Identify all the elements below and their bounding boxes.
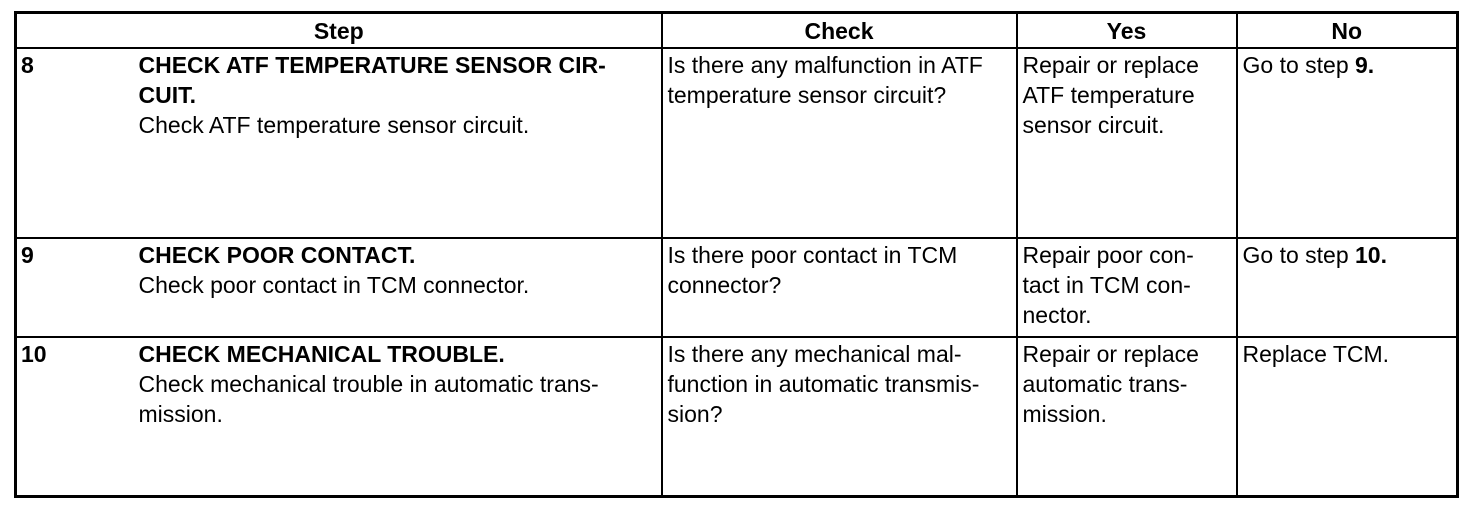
header-row xyxy=(16,13,1458,49)
step-title-line: CHECK POOR CONTACT. xyxy=(138,242,416,268)
yes-cell xyxy=(1017,337,1237,497)
no-step-reference: 10. xyxy=(1355,242,1387,268)
step-cell xyxy=(137,238,662,337)
step-title xyxy=(139,240,661,270)
diagnostic-table xyxy=(14,11,1459,498)
no-cell xyxy=(1237,337,1458,497)
check-line: function in automatic transmis- xyxy=(667,371,980,397)
header-yes: Yes xyxy=(1017,13,1237,49)
step-title-line: CHECK ATF TEMPERATURE SENSOR CIR- xyxy=(138,52,606,78)
no-text: Replace TCM. xyxy=(1242,341,1390,367)
step-number: 8 xyxy=(16,48,137,238)
no-text: Go to step xyxy=(1242,52,1356,78)
step-description-line: Check mechanical trouble in automatic trans- xyxy=(138,371,599,397)
step-number: 10 xyxy=(16,337,137,497)
step-description-line: mission. xyxy=(138,401,223,427)
yes-cell xyxy=(1017,238,1237,337)
table-row xyxy=(16,337,1458,497)
yes-line: mission. xyxy=(1022,401,1107,427)
check-line: connector? xyxy=(667,272,782,298)
step-cell xyxy=(137,337,662,497)
check-cell xyxy=(662,337,1017,497)
yes-cell xyxy=(1017,48,1237,238)
step-number: 9 xyxy=(16,238,137,337)
step-description xyxy=(139,369,661,429)
yes-line: automatic trans- xyxy=(1022,371,1188,397)
check-line: sion? xyxy=(667,401,723,427)
no-cell xyxy=(1237,48,1458,238)
step-description-line: Check ATF temperature sensor circuit. xyxy=(138,112,530,138)
no-step-reference: 9. xyxy=(1355,52,1375,78)
step-description xyxy=(139,110,661,140)
check-line: temperature sensor circuit? xyxy=(667,82,947,108)
check-cell xyxy=(662,48,1017,238)
yes-line: tact in TCM con- xyxy=(1022,272,1191,298)
yes-line: Repair poor con- xyxy=(1022,242,1194,268)
no-text: Go to step xyxy=(1242,242,1356,268)
check-cell xyxy=(662,238,1017,337)
header-step: Step xyxy=(16,13,662,49)
yes-line: nector. xyxy=(1022,302,1092,328)
step-description-line: Check poor contact in TCM connector. xyxy=(138,272,530,298)
header-check: Check xyxy=(662,13,1017,49)
step-title xyxy=(139,339,661,369)
step-description xyxy=(139,270,661,300)
yes-line: Repair or replace xyxy=(1022,52,1199,78)
step-title xyxy=(139,50,661,110)
header-no: No xyxy=(1237,13,1458,49)
table-row xyxy=(16,48,1458,238)
no-cell xyxy=(1237,238,1458,337)
step-title-line: CUIT. xyxy=(138,82,196,108)
yes-line: Repair or replace xyxy=(1022,341,1199,367)
yes-line: sensor circuit. xyxy=(1022,112,1165,138)
check-line: Is there any malfunction in ATF xyxy=(667,52,983,78)
check-line: Is there poor contact in TCM xyxy=(667,242,958,268)
yes-line: ATF temperature xyxy=(1022,82,1195,108)
step-title-line: CHECK MECHANICAL TROUBLE. xyxy=(138,341,505,367)
check-line: Is there any mechanical mal- xyxy=(667,341,962,367)
step-cell xyxy=(137,48,662,238)
table-row xyxy=(16,238,1458,337)
